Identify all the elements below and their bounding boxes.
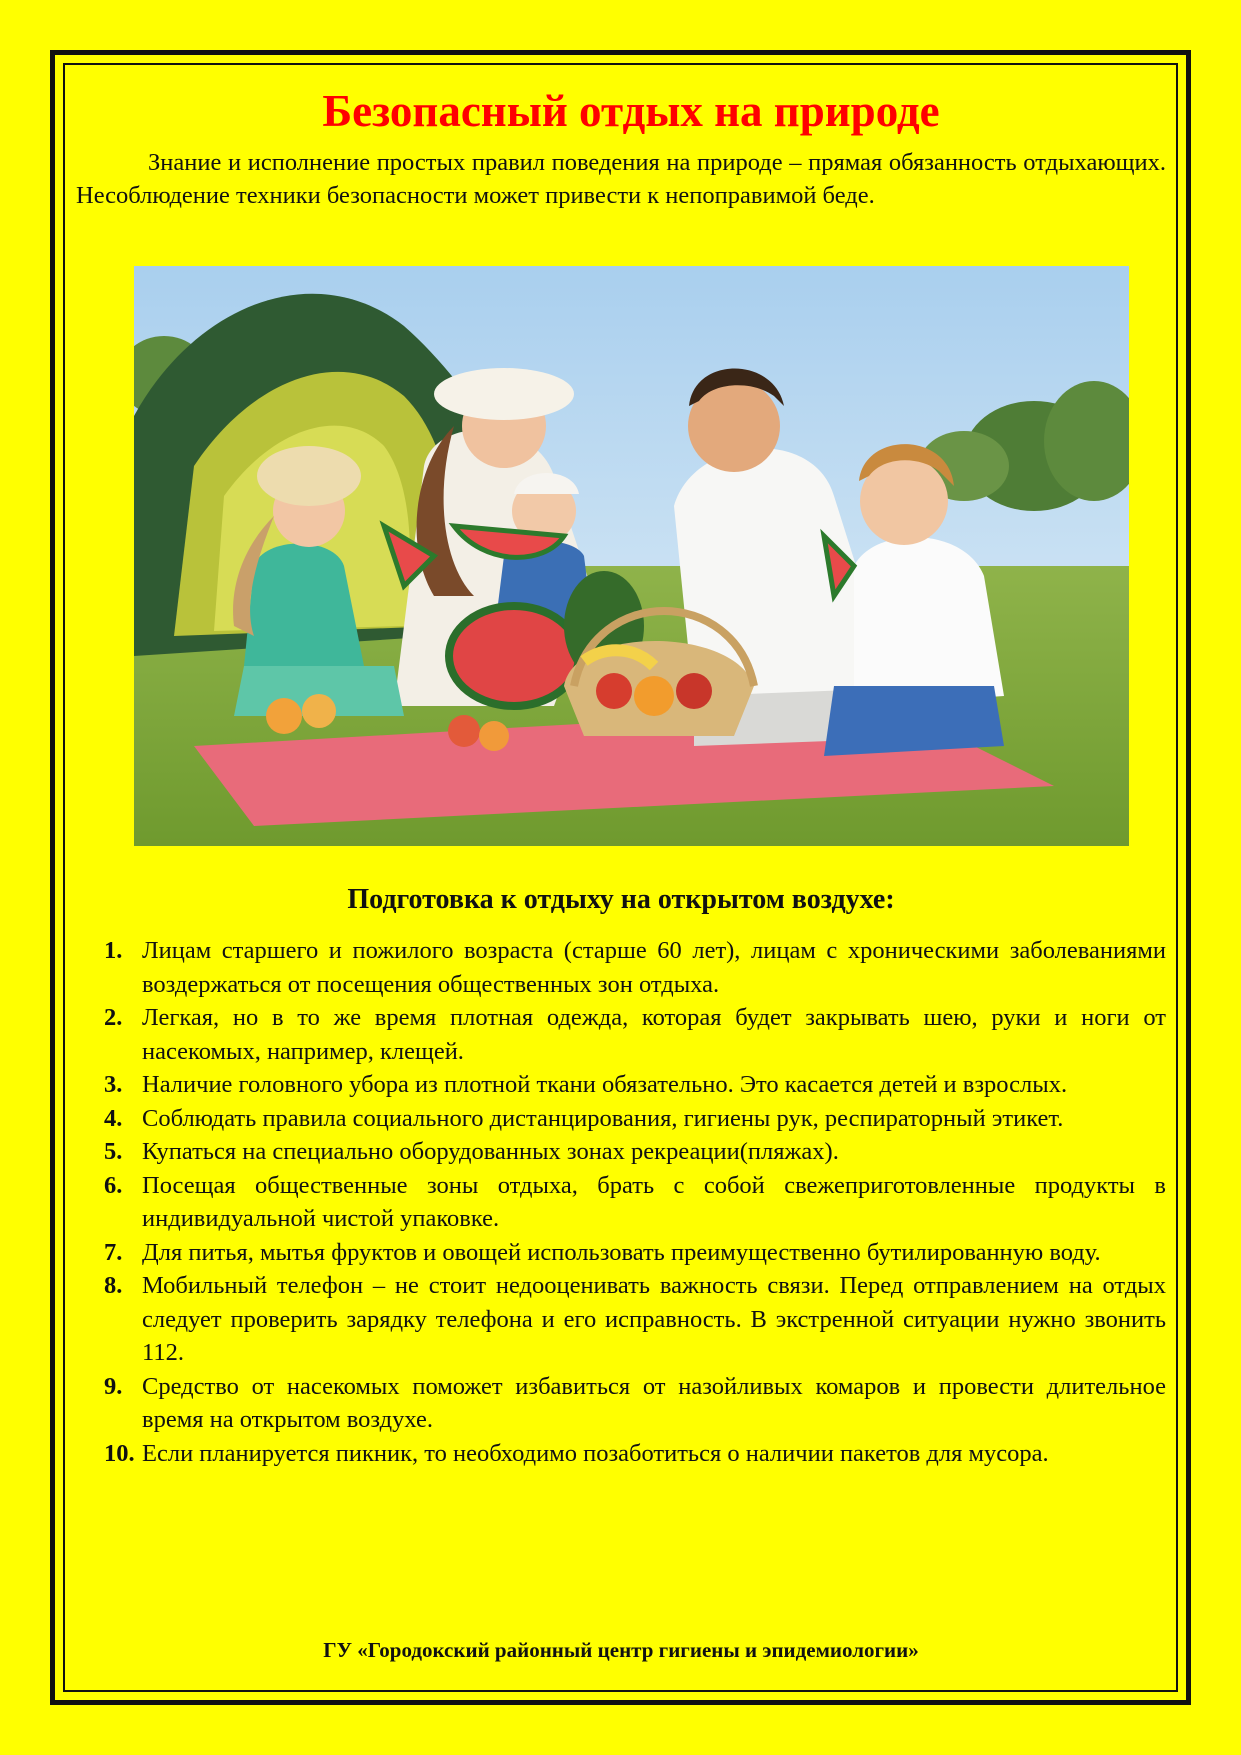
organization-footer: ГУ «Городокский районный центр гигиены и эпидемиологии» xyxy=(323,1638,919,1662)
page-title: Безопасный отдых на природе xyxy=(322,86,940,136)
section-subtitle: Подготовка к отдыху на открытом воздухе: xyxy=(347,884,895,915)
rule-number: 2. xyxy=(104,1004,123,1031)
rule-number: 9. xyxy=(104,1372,123,1400)
rule-number: 4. xyxy=(104,1104,123,1132)
list-item xyxy=(104,934,1166,1001)
rule-text: Легкая, но в то же время плотная одежда, которая будет закрывать шею, руки и ноги от насекомых, например, клещей. xyxy=(142,1004,1166,1065)
rule-text: Купаться на специально оборудованных зонах рекреации(пляжах). xyxy=(142,1138,839,1165)
rule-text: Соблюдать правила социального дистанцирования, гигиены рук, респираторный этикет. xyxy=(142,1104,1064,1132)
rule-number: 5. xyxy=(104,1138,123,1165)
list-item xyxy=(104,1068,1166,1102)
list-item xyxy=(104,1169,1166,1236)
rule-text: Если планируется пикник, то необходимо позаботиться о наличии пакетов для мусора. xyxy=(142,1439,1049,1467)
rule-text: Наличие головного убора из плотной ткани обязательно. Это касается детей и взрослых. xyxy=(142,1071,1068,1098)
rule-text: Лицам старшего и пожилого возраста (старше 60 лет), лицам с хроническими заболеваниями воздержаться от посещения общественных зон отдыха. xyxy=(142,937,1166,998)
family-picnic-photo xyxy=(134,266,1129,846)
list-item xyxy=(104,1001,1166,1068)
rules-list xyxy=(104,934,1166,1470)
rule-text: Посещая общественные зоны отдыха, брать с собой свежеприготовленные продукты в индивидуальной чистой упаковке. xyxy=(142,1171,1166,1232)
intro-paragraph: Знание и исполнение простых правил поведения на природе – прямая обязанность отдыхающих. Несоблюдение техники безопасности может привести к непоправимой беде. xyxy=(76,149,1166,209)
header-section xyxy=(76,60,1166,212)
rule-number: 10. xyxy=(104,1439,135,1467)
list-item xyxy=(104,1135,1166,1169)
picnic-illustration xyxy=(134,266,1129,846)
list-item xyxy=(104,1370,1166,1437)
rule-text: Средство от насекомых поможет избавиться от назойливых комаров и провести длительное время на открытом воздухе. xyxy=(142,1372,1166,1433)
list-item xyxy=(104,1437,1166,1471)
rule-text: Мобильный телефон – не стоит недооценивать важность связи. Перед отправлением на отдых следует проверить зарядку телефона и его исправность. В экстренной ситуации нужно звонить 112. xyxy=(142,1272,1166,1366)
rule-number: 1. xyxy=(104,937,123,964)
list-item xyxy=(104,1102,1166,1136)
list-item xyxy=(104,1269,1166,1370)
rule-number: 7. xyxy=(104,1238,123,1266)
list-item xyxy=(104,1236,1166,1270)
rule-number: 8. xyxy=(104,1272,123,1299)
rule-number: 3. xyxy=(104,1071,123,1098)
rule-text: Для питья, мытья фруктов и овощей использовать преимущественно бутилированную воду. xyxy=(142,1238,1101,1266)
rule-number: 6. xyxy=(104,1171,123,1199)
